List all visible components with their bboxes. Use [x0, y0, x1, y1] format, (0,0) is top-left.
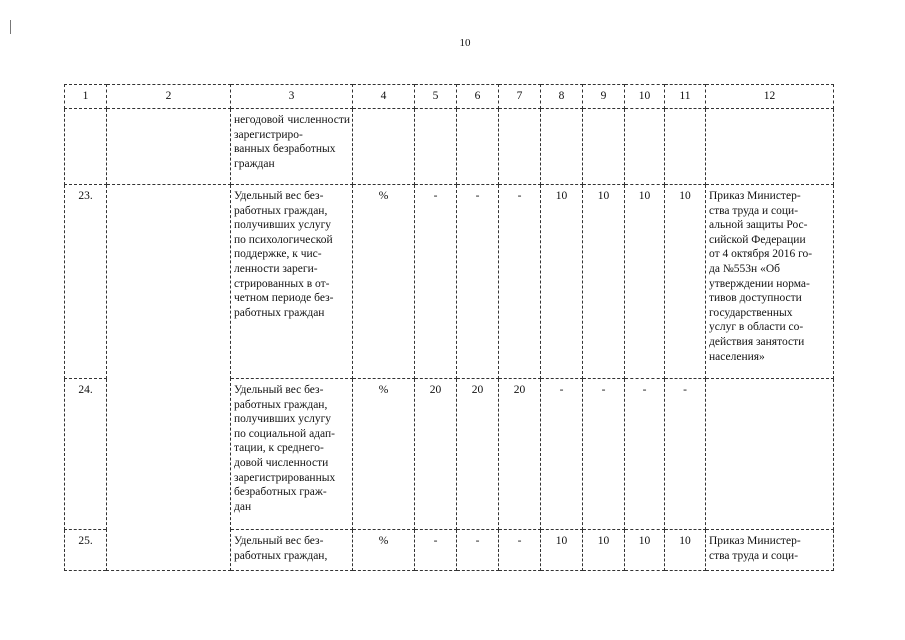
- indicator-text-line: поддержке, к чис-: [234, 248, 322, 261]
- value-cell: 20: [457, 379, 499, 530]
- indicator-text-line: зарегистрированных: [234, 471, 336, 484]
- source-text-line: альной защиты Рос-: [709, 219, 808, 232]
- column-header: 9: [583, 85, 625, 109]
- value-cell: [583, 109, 625, 185]
- column-header: 5: [415, 85, 457, 109]
- program-cell: [107, 109, 231, 185]
- value-cell: 10: [583, 530, 625, 571]
- value-cell: -: [499, 185, 541, 379]
- indicator-text-line: негодовой численности зарегистриро-: [234, 114, 350, 141]
- unit-cell: %: [353, 530, 415, 571]
- indicator-text-line: ленности зареги-: [234, 262, 318, 275]
- column-header: 4: [353, 85, 415, 109]
- indicator-name-cell: [231, 379, 353, 530]
- source-text-line: ства труда и соци-: [709, 204, 799, 217]
- source-text-line: услуг в области со-: [709, 321, 804, 334]
- unit-cell: %: [353, 185, 415, 379]
- value-cell: -: [415, 530, 457, 571]
- value-cell: [625, 109, 665, 185]
- value-cell: -: [625, 379, 665, 530]
- source-text-line: населения»: [709, 350, 765, 363]
- value-cell: -: [583, 379, 625, 530]
- value-cell: -: [541, 379, 583, 530]
- source-document-cell: [706, 530, 834, 571]
- source-text-line: от 4 октября 2016 го-: [709, 248, 813, 261]
- program-cell: [107, 185, 231, 571]
- indicator-text-line: работных граждан,: [234, 204, 328, 217]
- value-cell: 10: [625, 185, 665, 379]
- indicator-text-line: четном периоде без-: [234, 292, 334, 305]
- value-cell: -: [499, 530, 541, 571]
- indicator-text-line: довой численности: [234, 456, 329, 469]
- column-header: 2: [107, 85, 231, 109]
- column-header: 12: [706, 85, 834, 109]
- indicator-text-line: получивших услугу: [234, 413, 332, 426]
- indicators-table: [64, 84, 834, 571]
- indicator-text-line: ванных безработных: [234, 143, 336, 156]
- row-number-cell: 24.: [65, 379, 107, 530]
- value-cell: 10: [625, 530, 665, 571]
- column-header: 11: [665, 85, 706, 109]
- table-row: [65, 185, 834, 379]
- scan-edge-mark: [10, 20, 11, 34]
- column-header: 10: [625, 85, 665, 109]
- column-header: 6: [457, 85, 499, 109]
- value-cell: 10: [583, 185, 625, 379]
- source-text-line: утверждении норма-: [709, 277, 810, 290]
- indicator-text-line: Удельный вес без-: [234, 535, 324, 547]
- value-cell: 20: [415, 379, 457, 530]
- value-cell: -: [415, 185, 457, 379]
- column-header: 3: [231, 85, 353, 109]
- value-cell: 10: [541, 185, 583, 379]
- column-number-row: [65, 85, 834, 109]
- indicator-text-line: стрированных в от-: [234, 277, 330, 290]
- indicator-text-line: дан: [234, 500, 252, 513]
- source-text-line: ства труда и соци-: [709, 549, 799, 562]
- unit-cell: %: [353, 379, 415, 530]
- indicator-text-line: Удельный вес без-: [234, 384, 324, 396]
- value-cell: 10: [541, 530, 583, 571]
- source-text-line: действия занятости: [709, 335, 805, 348]
- indicator-text-line: по социальной адап-: [234, 427, 335, 440]
- source-document-cell: [706, 109, 834, 185]
- indicator-name-cell: [231, 530, 353, 571]
- value-cell: [415, 109, 457, 185]
- indicator-name-cell: [231, 109, 353, 185]
- value-cell: [541, 109, 583, 185]
- value-cell: 10: [665, 530, 706, 571]
- row-number-cell: 23.: [65, 185, 107, 379]
- column-header: 8: [541, 85, 583, 109]
- table-row: [65, 109, 834, 185]
- value-cell: 10: [665, 185, 706, 379]
- value-cell: 20: [499, 379, 541, 530]
- source-document-cell: [706, 379, 834, 530]
- row-number-cell: [65, 109, 107, 185]
- value-cell: -: [457, 530, 499, 571]
- row-number-cell: 25.: [65, 530, 107, 571]
- page-number: 10: [459, 37, 471, 49]
- indicator-text-line: тации, к среднего-: [234, 442, 324, 455]
- indicator-text-line: работных граждан: [234, 306, 325, 319]
- indicator-text-line: получивших услугу: [234, 219, 332, 232]
- source-text-line: сийской Федерации: [709, 233, 806, 246]
- indicator-text-line: работных граждан,: [234, 549, 328, 562]
- value-cell: [457, 109, 499, 185]
- source-text-line: государственных: [709, 306, 793, 319]
- indicator-text-line: по психологической: [234, 233, 333, 246]
- unit-cell: [353, 109, 415, 185]
- column-header: 1: [65, 85, 107, 109]
- value-cell: -: [457, 185, 499, 379]
- indicator-text-line: работных граждан,: [234, 398, 328, 411]
- indicator-name-cell: [231, 185, 353, 379]
- indicator-text-line: безработных граж-: [234, 486, 327, 499]
- source-document-cell: [706, 185, 834, 379]
- source-text-line: тивов доступности: [709, 292, 802, 305]
- column-header: 7: [499, 85, 541, 109]
- source-text-line: да №553н «Об: [709, 262, 780, 275]
- value-cell: [499, 109, 541, 185]
- indicator-text-line: граждан: [234, 157, 275, 170]
- source-text-line: Приказ Министер-: [709, 190, 801, 202]
- value-cell: [665, 109, 706, 185]
- value-cell: -: [665, 379, 706, 530]
- source-text-line: Приказ Министер-: [709, 535, 801, 547]
- indicator-text-line: Удельный вес без-: [234, 190, 324, 202]
